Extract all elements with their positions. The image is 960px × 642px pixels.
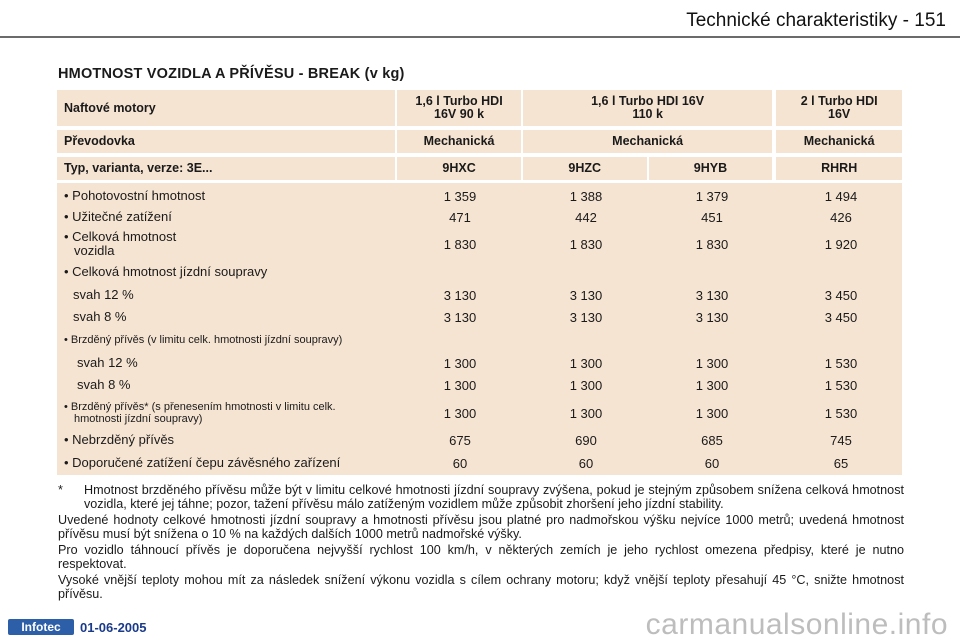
row-value: 1 830 xyxy=(695,236,729,252)
row-label xyxy=(64,453,396,473)
row-value: 3 130 xyxy=(569,287,603,303)
row-label xyxy=(64,400,396,426)
gearbox-3: Mechanická xyxy=(776,130,902,153)
engine-col-1 xyxy=(397,90,521,126)
type-row xyxy=(57,157,902,180)
row-label-line1: • Pohotovostní hmotnost xyxy=(64,188,206,203)
notes xyxy=(58,483,904,601)
row-value: 60 xyxy=(704,455,720,471)
type-2: 9HZC xyxy=(523,157,647,180)
row-value: 1 300 xyxy=(569,355,603,371)
engine-2-line2: 110 k xyxy=(632,107,663,121)
engine-3-line1: 2 l Turbo HDI xyxy=(800,94,878,108)
table-row xyxy=(0,186,960,206)
row-value: 60 xyxy=(452,455,468,471)
engine-header-row xyxy=(57,90,902,126)
row-value: 1 300 xyxy=(695,355,729,371)
row-value: 675 xyxy=(449,432,471,448)
row-label-line1: • Nebrzděný přívěs xyxy=(64,432,175,447)
row-label-line1: svah 12 % xyxy=(73,287,134,302)
table-row xyxy=(0,375,960,395)
footnote-star: * xyxy=(58,483,63,497)
table-row xyxy=(0,430,960,450)
type-4: RHRH xyxy=(776,157,902,180)
gearbox-1: Mechanická xyxy=(397,130,521,153)
type-label: Typ, varianta, verze: 3E... xyxy=(57,157,395,180)
row-label xyxy=(64,330,396,350)
row-value xyxy=(524,262,648,282)
engine-1-line1: 1,6 l Turbo HDI xyxy=(415,94,503,108)
row-value: 1 530 xyxy=(824,405,858,421)
row-label xyxy=(77,375,396,395)
note-paragraph-1: Uvedené hodnoty celkové hmotnosti jízdní soupravy a hmotnosti přívěsu jsou platné pro nadmořskou výšku nejvíce 1000 metrů; uvedená hmotnost přívěsu musí být snížena o 10 % na každých dalších 1000 metrů nadmořské výšky. xyxy=(58,513,904,541)
table-row xyxy=(0,262,960,282)
row-value: 1 300 xyxy=(443,377,477,393)
row-value xyxy=(650,262,774,282)
section-title: HMOTNOST VOZIDLA A PŘÍVĚSU - BREAK (v kg) xyxy=(58,66,405,82)
row-value: 1 494 xyxy=(824,188,858,204)
row-value: 65 xyxy=(833,455,849,471)
row-value: 1 920 xyxy=(824,236,858,252)
row-label-line2: vozidla xyxy=(74,243,115,258)
gearbox-label: Převodovka xyxy=(57,130,395,153)
row-value: 685 xyxy=(701,432,723,448)
footnote-text: Hmotnost brzděného přívěsu může být v limitu celkové hmotnosti jízdní soupravy zvýšena, pokud je stejným způsobem snížena celková hmotnost vozidla, které jej táhne; pozor, tažení přívěsu málo zatíženým vozidlem může způsobit zhoršení jeho jízdní stability. xyxy=(84,483,904,511)
row-label xyxy=(64,229,396,259)
row-label xyxy=(64,262,396,282)
row-value: 3 450 xyxy=(824,309,858,325)
row-value: 1 388 xyxy=(569,188,603,204)
row-label xyxy=(73,285,396,305)
row-value: 3 130 xyxy=(695,287,729,303)
note-paragraph-3: Vysoké vnější teploty mohou mít za následek snížení výkonu vozidla s cílem ochrany motoru; když vnější teploty přesahují 45 °C, snižte hmotnost přívěsu. xyxy=(58,573,904,601)
type-3: 9HYB xyxy=(649,157,773,180)
row-value xyxy=(524,330,648,350)
engine-col-2 xyxy=(523,90,772,126)
row-label-line1: • Brzděný přívěs (v limitu celk. hmotnosti jízdní soupravy) xyxy=(64,334,343,346)
row-label xyxy=(64,430,396,450)
table-row xyxy=(0,353,960,373)
table-row xyxy=(0,207,960,227)
row-label xyxy=(64,207,396,227)
row-value: 1 830 xyxy=(569,236,603,252)
row-value: 1 300 xyxy=(695,405,729,421)
row-label-line1: svah 8 % xyxy=(77,377,131,392)
row-value: 3 130 xyxy=(695,309,729,325)
engine-label: Naftové motory xyxy=(57,90,395,126)
row-label-line1: svah 8 % xyxy=(73,309,127,324)
infotec-logo: Infotec xyxy=(8,619,74,635)
table-row xyxy=(0,229,960,259)
row-value: 1 359 xyxy=(443,188,477,204)
footnote xyxy=(58,483,904,511)
row-value: 426 xyxy=(830,209,852,225)
row-value: 1 300 xyxy=(443,355,477,371)
type-1: 9HXC xyxy=(397,157,521,180)
row-value: 745 xyxy=(830,432,852,448)
row-value: 690 xyxy=(575,432,597,448)
gearbox-2: Mechanická xyxy=(523,130,772,153)
row-label xyxy=(64,186,396,206)
engine-1-line2: 16V 90 k xyxy=(434,107,485,121)
footer-date: 01-06-2005 xyxy=(80,620,147,635)
row-label-line1: • Celková hmotnost jízdní soupravy xyxy=(64,264,268,279)
page-header-title: Technické charakteristiky - 151 xyxy=(686,10,946,31)
row-label xyxy=(73,307,396,327)
row-label-line1: • Užitečné zatížení xyxy=(64,209,172,224)
row-value xyxy=(778,330,904,350)
table-row xyxy=(0,400,960,426)
row-label-line1: • Celková hmotnost xyxy=(64,229,177,244)
header-rule xyxy=(0,36,960,38)
row-value: 1 300 xyxy=(569,405,603,421)
row-value: 1 830 xyxy=(443,236,477,252)
row-label xyxy=(77,353,396,373)
row-value: 1 300 xyxy=(443,405,477,421)
row-label-line2: hmotnosti jízdní soupravy) xyxy=(74,413,203,425)
engine-3-line2: 16V xyxy=(828,107,851,121)
gearbox-row xyxy=(57,130,902,153)
row-value xyxy=(398,262,522,282)
row-value: 3 450 xyxy=(824,287,858,303)
table-row xyxy=(0,285,960,305)
row-value: 1 300 xyxy=(695,377,729,393)
row-value xyxy=(650,330,774,350)
row-value: 1 530 xyxy=(824,377,858,393)
row-value: 442 xyxy=(575,209,597,225)
note-paragraph-2: Pro vozidlo táhnoucí přívěs je doporučena nejvyšší rychlost 100 km/h, v některých zemích je jeho rychlost omezena předpisy, které je nutno respektovat. xyxy=(58,543,904,571)
engine-col-3 xyxy=(776,90,902,126)
row-value: 3 130 xyxy=(569,309,603,325)
row-label-line1: • Doporučené zatížení čepu závěsného zařízení xyxy=(64,455,341,470)
row-label-line1: svah 12 % xyxy=(77,355,138,370)
row-value xyxy=(398,330,522,350)
row-value xyxy=(778,262,904,282)
watermark-url: carmanualsonline.info xyxy=(645,608,948,641)
row-value: 451 xyxy=(701,209,723,225)
row-value: 3 130 xyxy=(443,287,477,303)
table-row xyxy=(0,307,960,327)
table-row xyxy=(0,330,960,350)
engine-2-line1: 1,6 l Turbo HDI 16V xyxy=(591,94,705,108)
row-value: 3 130 xyxy=(443,309,477,325)
row-label-line1: • Brzděný přívěs* (s přenesením hmotnosti v limitu celk. xyxy=(64,401,336,413)
row-value: 1 530 xyxy=(824,355,858,371)
row-value: 471 xyxy=(449,209,471,225)
row-value: 60 xyxy=(578,455,594,471)
table-row xyxy=(0,453,960,473)
row-value: 1 379 xyxy=(695,188,729,204)
row-value: 1 300 xyxy=(569,377,603,393)
